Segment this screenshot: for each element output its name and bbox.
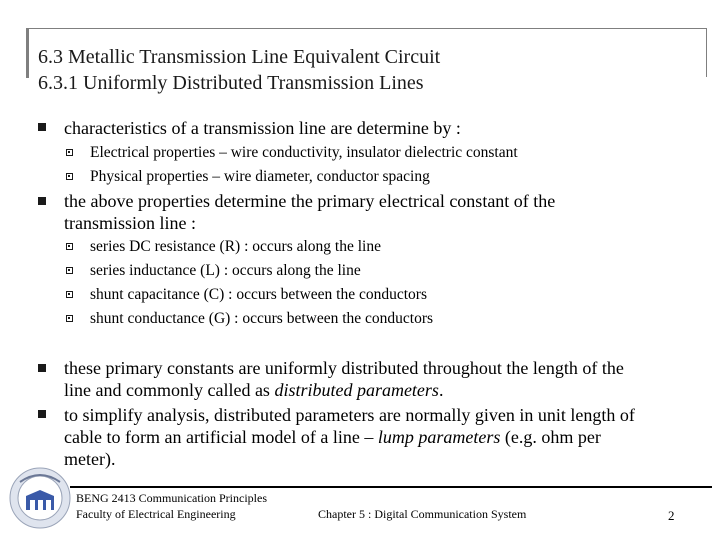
bullet-marker-icon xyxy=(38,197,46,205)
footer-divider xyxy=(70,486,712,488)
bullet-3-line-1: these primary constants are uniformly distributed throughout the length of the xyxy=(64,358,624,378)
footer-course: BENG 2413 Communication Principles xyxy=(76,491,267,505)
title-accent-bar xyxy=(26,28,29,78)
bullet-2 xyxy=(64,190,704,234)
bullet-3-emphasis: distributed parameters xyxy=(274,380,439,400)
bullet-2-line-1: the above properties determine the primary electrical constant of the xyxy=(64,191,556,211)
university-crest-icon xyxy=(8,466,72,530)
bullet-marker-icon xyxy=(38,123,46,131)
title-line-1: 6.3 Metallic Transmission Line Equivalent Circuit xyxy=(38,46,441,68)
bullet-4-emphasis: lump parameters xyxy=(377,427,501,447)
bullet-4-line-2-end: (e.g. ohm per xyxy=(500,427,601,447)
bullet-marker-icon xyxy=(38,410,46,418)
bullet-1: characteristics of a transmission line are determine by : xyxy=(64,118,461,138)
bullet-4-line-1: to simplify analysis, distributed parameters are normally given in unit length of xyxy=(64,405,635,425)
bullet-2-sub-3: shunt capacitance (C) : occurs between the conductors xyxy=(90,286,427,303)
bullet-4-line-2 xyxy=(64,426,704,448)
bullet-3-line-2-text: line and commonly called as xyxy=(64,380,275,400)
bullet-3 xyxy=(64,357,704,401)
bullet-4-line-3: meter). xyxy=(64,449,116,469)
sub-bullet-marker-icon xyxy=(66,243,73,250)
bullet-3-line-2 xyxy=(64,379,704,401)
title-line-2: 6.3.1 Uniformly Distributed Transmission Lines xyxy=(38,72,424,94)
footer-course-info xyxy=(76,490,267,522)
bullet-2-sub-4: shunt conductance (G) : occurs between the conductors xyxy=(90,310,434,327)
bullet-1-sub-1: Electrical properties – wire conductivity, insulator dielectric constant xyxy=(90,144,518,161)
sub-bullet-marker-icon xyxy=(66,315,73,322)
bullet-2-line-2: transmission line : xyxy=(64,213,196,233)
sub-bullet-marker-icon xyxy=(66,173,73,180)
bullet-marker-icon xyxy=(38,364,46,372)
sub-bullet-marker-icon xyxy=(66,149,73,156)
sub-bullet-marker-icon xyxy=(66,267,73,274)
page-number: 2 xyxy=(668,508,675,523)
slide-title xyxy=(38,44,698,96)
bullet-1-sub-2: Physical properties – wire diameter, conductor spacing xyxy=(90,168,430,185)
bullet-4 xyxy=(64,404,704,470)
bullet-4-line-2-text: cable to form an artificial model of a line – xyxy=(64,427,378,447)
footer-faculty: Faculty of Electrical Engineering xyxy=(76,507,236,521)
bullet-2-sub-1: series DC resistance (R) : occurs along the line xyxy=(90,238,381,255)
sub-bullet-marker-icon xyxy=(66,291,73,298)
bullet-3-line-2-end: . xyxy=(438,380,444,400)
bullet-2-sub-2: series inductance (L) : occurs along the line xyxy=(90,262,361,279)
footer-chapter: Chapter 5 : Digital Communication System xyxy=(318,507,527,521)
